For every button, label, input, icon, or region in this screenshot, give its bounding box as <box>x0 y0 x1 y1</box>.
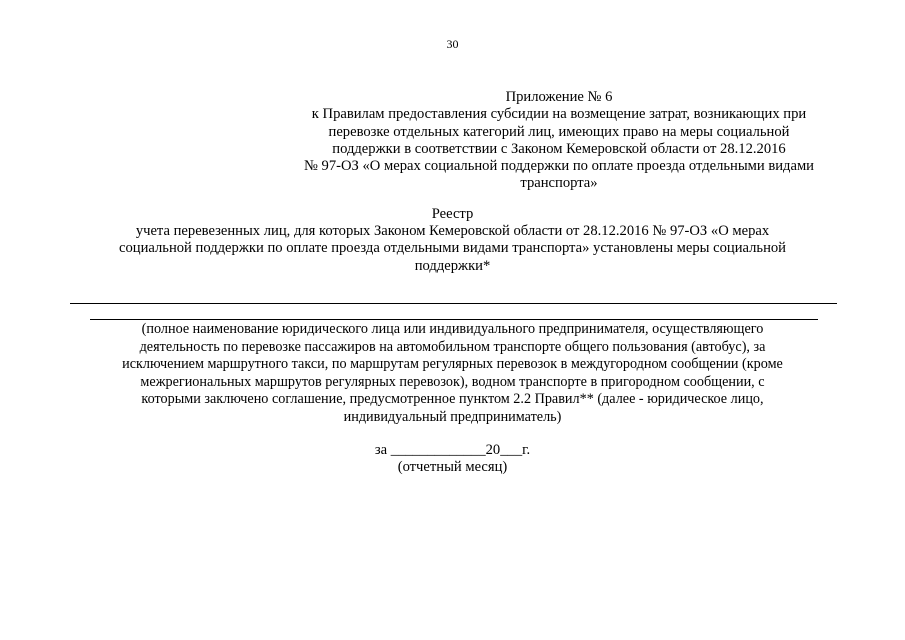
caption-line: межрегиональных маршрутов регулярных перевозок), водном транспорте в пригородном сообщении, с <box>140 373 765 390</box>
page-number: 30 <box>446 37 459 51</box>
registry-subtitle-line: учета перевезенных лиц, для которых Законом Кемеровской области от 28.12.2016 № 97-ОЗ «О мерах <box>135 223 770 239</box>
appendix-line: транспорта» <box>520 175 598 192</box>
caption-line: деятельность по перевозке пассажиров на автомобильном транспорте общего пользования (автобус), за <box>139 338 766 355</box>
reporting-period-caption: (отчетный месяц) <box>397 459 508 476</box>
registry-subtitle <box>60 223 845 275</box>
registry-subtitle-line: поддержки* <box>414 257 491 274</box>
reporting-period <box>0 442 905 477</box>
appendix-line: к Правилам предоставления субсидии на возмещение затрат, возникающих при <box>311 106 807 123</box>
caption-line: которыми заключено соглашение, предусмотренное пунктом 2.2 Правил** (далее - юридическое лицо, <box>141 391 764 408</box>
entity-name-fill-line-secondary <box>90 319 818 320</box>
appendix-title: Приложение № 6 <box>505 89 613 105</box>
entity-name-caption <box>60 321 845 427</box>
entity-name-fill-line <box>70 303 837 304</box>
caption-line: индивидуальный предприниматель) <box>343 408 562 425</box>
appendix-line: поддержки в соответствии с Законом Кемеровской области от 28.12.2016 <box>332 140 786 157</box>
registry-title: Реестр <box>431 206 474 222</box>
appendix-line: № 97-ОЗ «О мерах социальной поддержки по оплате проезда отдельными видами <box>303 158 814 175</box>
registry-subtitle-line: социальной поддержки по оплате проезда отдельными видами транспорта» установлены меры социальной <box>119 240 786 257</box>
appendix-header <box>272 89 846 193</box>
caption-line: (полное наименование юридического лица или индивидуального предпринимателя, осуществляющего <box>141 321 764 337</box>
appendix-line: перевозке отдельных категорий лиц, имеющих право на меры социальной <box>328 123 790 140</box>
caption-line: исключением маршрутного такси, по маршрутам регулярных перевозок в междугородном сообщении (кроме <box>122 356 783 373</box>
reporting-period-line: за _____________20___г. <box>374 442 531 458</box>
